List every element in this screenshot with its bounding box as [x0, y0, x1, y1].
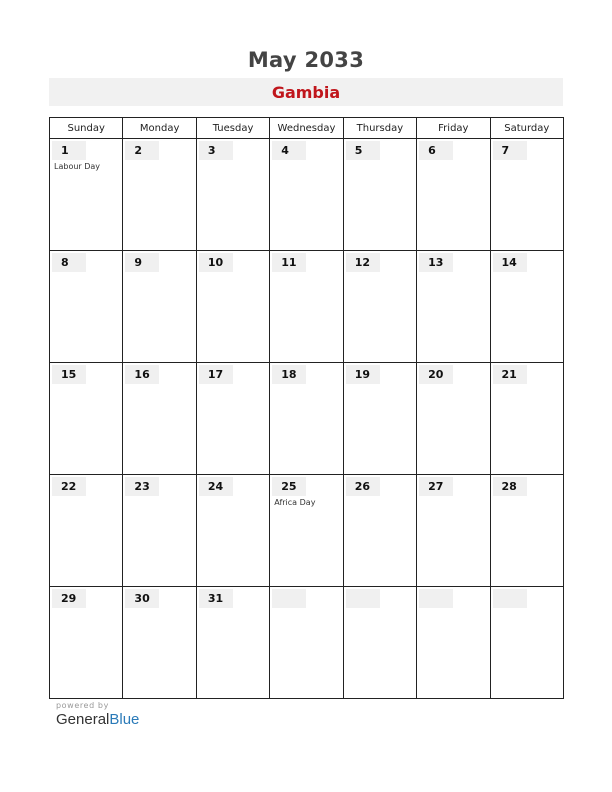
logo-text-blue: Blue — [109, 711, 140, 728]
weekday-saturday: Saturday — [490, 118, 563, 139]
day-cell — [270, 363, 343, 475]
day-number: 26 — [346, 477, 380, 496]
day-cell — [123, 475, 196, 587]
day-cell — [490, 475, 563, 587]
day-cell — [417, 475, 490, 587]
weekday-thursday: Thursday — [343, 118, 416, 139]
holiday-label: Africa Day — [274, 498, 316, 507]
logo-text-general: General — [56, 711, 110, 728]
day-cell — [123, 251, 196, 363]
day-cell — [196, 139, 269, 251]
generalblue-logo — [56, 711, 139, 728]
day-number: 2 — [125, 141, 159, 160]
day-number: 27 — [419, 477, 453, 496]
day-number: 23 — [125, 477, 159, 496]
day-number: 11 — [272, 253, 306, 272]
weekday-header-row — [50, 118, 564, 139]
day-number: 24 — [199, 477, 233, 496]
day-number: 31 — [199, 589, 233, 608]
day-cell — [343, 363, 416, 475]
day-cell — [343, 587, 416, 699]
weekday-monday: Monday — [123, 118, 196, 139]
calendar-grid — [49, 117, 564, 699]
day-number — [493, 589, 527, 608]
day-number: 13 — [419, 253, 453, 272]
calendar-week-row — [50, 363, 564, 475]
page-title: May 2033 — [247, 48, 365, 72]
day-cell — [490, 251, 563, 363]
day-cell — [50, 475, 123, 587]
day-cell — [270, 139, 343, 251]
calendar-week-row — [50, 475, 564, 587]
day-cell — [417, 363, 490, 475]
day-cell — [50, 139, 123, 251]
day-number: 5 — [346, 141, 380, 160]
country-banner — [49, 78, 563, 106]
day-number — [419, 589, 453, 608]
day-number: 25 — [272, 477, 306, 496]
day-number: 30 — [125, 589, 159, 608]
day-cell — [123, 139, 196, 251]
day-cell — [417, 139, 490, 251]
day-number — [272, 589, 306, 608]
day-number — [346, 589, 380, 608]
day-number: 7 — [493, 141, 527, 160]
day-number: 19 — [346, 365, 380, 384]
day-number: 15 — [52, 365, 86, 384]
day-number: 21 — [493, 365, 527, 384]
day-number: 1 — [52, 141, 86, 160]
day-number: 3 — [199, 141, 233, 160]
day-number: 22 — [52, 477, 86, 496]
calendar-week-row — [50, 251, 564, 363]
day-cell — [343, 139, 416, 251]
day-number: 12 — [346, 253, 380, 272]
day-number: 28 — [493, 477, 527, 496]
day-cell — [490, 363, 563, 475]
day-number: 17 — [199, 365, 233, 384]
day-number: 14 — [493, 253, 527, 272]
day-cell — [490, 587, 563, 699]
day-cell — [196, 363, 269, 475]
powered-by-text: powered by — [56, 701, 109, 710]
day-number: 9 — [125, 253, 159, 272]
day-number: 20 — [419, 365, 453, 384]
country-name: Gambia — [271, 83, 341, 102]
day-number: 16 — [125, 365, 159, 384]
day-cell — [196, 251, 269, 363]
day-number: 8 — [52, 253, 86, 272]
weekday-friday: Friday — [417, 118, 490, 139]
day-cell — [123, 363, 196, 475]
day-cell — [270, 475, 343, 587]
day-cell — [270, 251, 343, 363]
day-number: 4 — [272, 141, 306, 160]
day-cell — [417, 251, 490, 363]
day-cell — [123, 587, 196, 699]
weekday-wednesday: Wednesday — [270, 118, 343, 139]
day-number: 29 — [52, 589, 86, 608]
day-number: 6 — [419, 141, 453, 160]
day-cell — [50, 587, 123, 699]
day-number: 10 — [199, 253, 233, 272]
day-cell — [490, 139, 563, 251]
brand-footer — [56, 701, 139, 728]
calendar-week-row — [50, 139, 564, 251]
day-number: 18 — [272, 365, 306, 384]
weekday-tuesday: Tuesday — [196, 118, 269, 139]
calendar-week-row — [50, 587, 564, 699]
day-cell — [417, 587, 490, 699]
holiday-label: Labour Day — [54, 162, 101, 171]
day-cell — [343, 251, 416, 363]
day-cell — [196, 587, 269, 699]
day-cell — [343, 475, 416, 587]
day-cell — [196, 475, 269, 587]
day-cell — [50, 251, 123, 363]
day-cell — [270, 587, 343, 699]
day-cell — [50, 363, 123, 475]
weekday-sunday: Sunday — [50, 118, 123, 139]
